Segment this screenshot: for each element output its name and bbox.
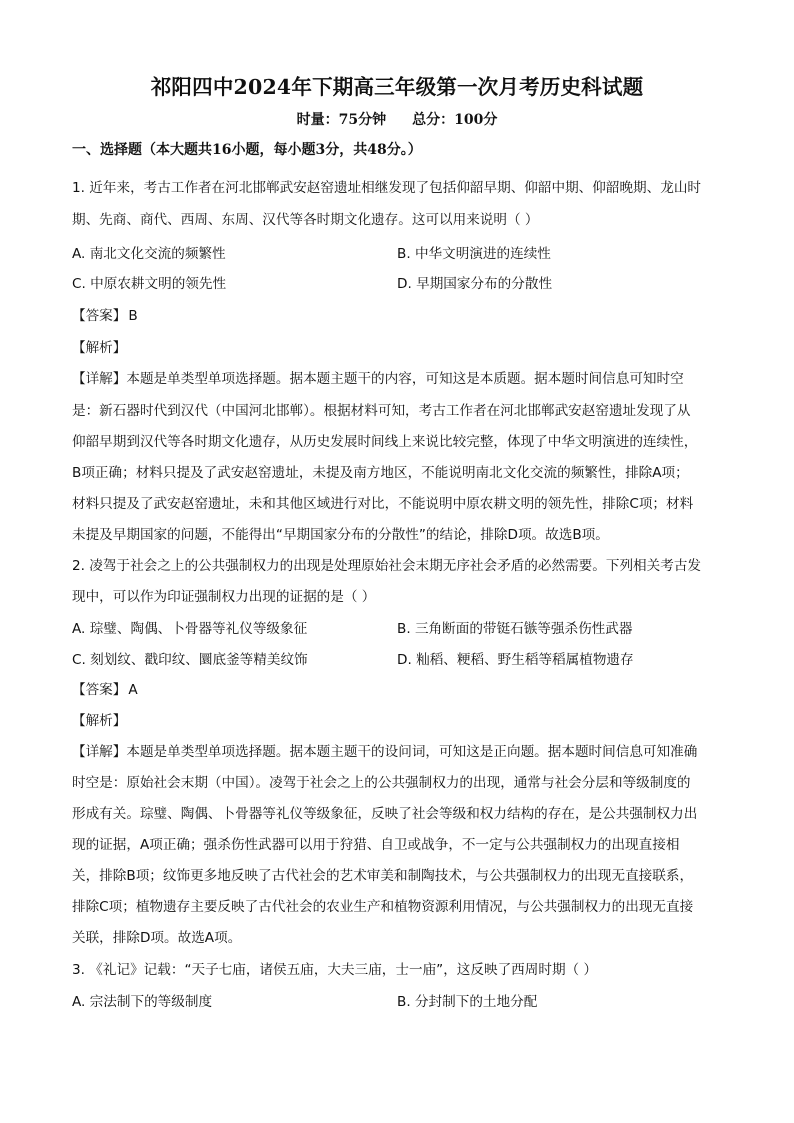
q1-stem-line-1: 1. 近年来，考古工作者在河北邯郸武安赵窑遗址相继发现了包括仰韶早期、仰韶中期、仰韶晚期、龙山时 — [72, 180, 702, 196]
q1-option-c: C. 中原农耕文明的领先性 — [72, 276, 227, 292]
q1-stem-line-2: 期、先商、商代、西周、东周、汉代等各时期文化遗存。这可以用来说明（ ） — [72, 212, 539, 228]
q2-option-a: A. 琮璧、陶偶、卜骨器等礼仪等级象征 — [72, 621, 308, 637]
q2-explanation-line-4: 现的证据，A项正确；强杀伤性武器可以用于狩猎、自卫或战争，不一定与公共强制权力的出现直接相 — [72, 837, 680, 853]
q1-explanation-line-3: 仰韶早期到汉代等各时期文化遗存，从历史发展时间线上来说比较完整，体现了中华文明演进的连续性， — [72, 434, 698, 450]
q2-option-c: C. 刻划纹、戳印纹、圜底釜等精美纹饰 — [72, 652, 308, 668]
q3-option-b: B. 分封制下的土地分配 — [397, 994, 538, 1010]
exam-title: 祁阳四中2024年下期高三年级第一次月考历史科试题 — [150, 75, 644, 99]
q1-analysis-label: 【解析】 — [72, 340, 127, 356]
time-limit: 时量：75分钟 — [296, 112, 387, 128]
q3-stem-line-1: 3. 《礼记》记载：“天子七庙，诸侯五庙，大夫三庙，士一庙”，这反映了西周时期（ ） — [72, 962, 598, 978]
q2-explanation-line-5: 关，排除B项；纹饰更多地反映了古代社会的艺术审美和制陶技术，与公共强制权力的出现无直接联系， — [72, 868, 694, 884]
q1-explanation-line-4: B项正确；材料只提及了武安赵窑遗址，未提及南方地区，不能说明南北文化交流的频繁性，排除A项； — [72, 465, 689, 481]
q1-explanation-line-6: 未提及早期国家的问题，不能得出“早期国家分布的分散性”的结论，排除D项。故选B项。 — [72, 527, 609, 543]
q2-option-d: D. 籼稻、粳稻、野生稻等稻属植物遗存 — [397, 652, 634, 668]
q1-explanation-line-5: 材料只提及了武安赵窑遗址，未和其他区域进行对比，不能说明中原农耕文明的领先性，排除C项；材料 — [72, 496, 694, 512]
q1-explanation-line-1: 【详解】本题是单类型单项选择题。据本题主题干的内容，可知这是本质题。据本题时间信息可知时空 — [72, 371, 684, 387]
answer-label: 【答案】 — [72, 308, 127, 324]
q2-stem-line-1: 2. 凌驾于社会之上的公共强制权力的出现是处理原始社会末期无序社会矛盾的必然需要。下列相关考古发 — [72, 558, 702, 574]
section-heading: 一、选择题（本大题共16小题，每小题3分，共48分。） — [72, 142, 422, 158]
q1-explanation-line-2: 是：新石器时代到汉代（中国河北邯郸）。根据材料可知，考古工作者在河北邯郸武安赵窑遗址发现了从 — [72, 403, 691, 419]
q1-answer — [72, 306, 138, 326]
q2-option-b: B. 三角断面的带铤石镞等强杀伤性武器 — [397, 621, 633, 637]
total-score: 总分：100分 — [412, 112, 498, 128]
q1-option-a: A. 南北文化交流的频繁性 — [72, 246, 226, 262]
q2-explanation-line-2: 时空是：原始社会末期（中国）。凌驾于社会之上的公共强制权力的出现，通常与社会分层和等级制度的 — [72, 775, 691, 791]
q3-option-a: A. 宗法制下的等级制度 — [72, 994, 213, 1010]
q2-answer — [72, 680, 138, 700]
answer-value: A — [128, 682, 138, 698]
q2-explanation-line-1: 【详解】本题是单类型单项选择题。据本题主题干的设问词，可知这是正向题。据本题时间信息可知准确 — [72, 744, 698, 760]
q2-explanation-line-6: 排除C项；植物遗存主要反映了古代社会的农业生产和植物资源利用情况，与公共强制权力的出现无直接 — [72, 899, 694, 915]
q1-option-d: D. 早期国家分布的分散性 — [397, 276, 553, 292]
q2-explanation-line-7: 关联，排除D项。故选A项。 — [72, 930, 242, 946]
answer-value: B — [128, 308, 138, 324]
exam-info — [0, 109, 794, 129]
q1-option-b: B. 中华文明演进的连续性 — [397, 246, 551, 262]
q2-analysis-label: 【解析】 — [72, 713, 127, 729]
q2-explanation-line-3: 形成有关。琮璧、陶偶、卜骨器等礼仪等级象征，反映了社会等级和权力结构的存在，是公共强制权力出 — [72, 806, 698, 822]
answer-label: 【答案】 — [72, 682, 127, 698]
q2-stem-line-2: 现中，可以作为印证强制权力出现的证据的是（ ） — [72, 589, 376, 605]
